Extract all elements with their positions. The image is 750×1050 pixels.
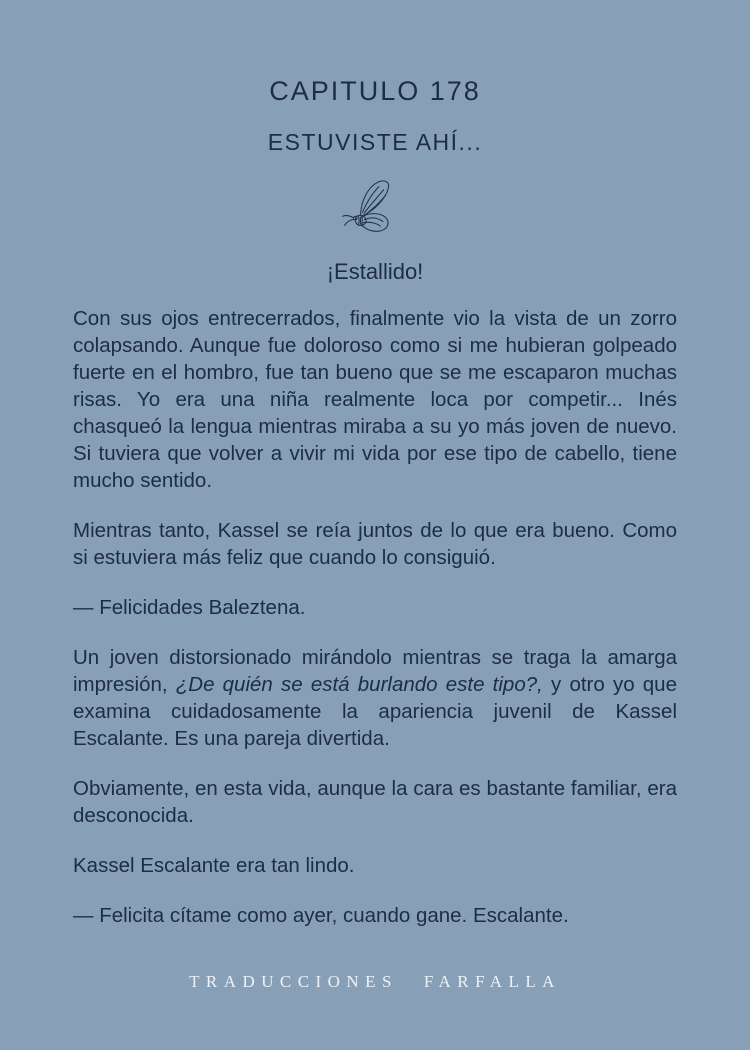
butterfly-icon [342,178,408,236]
sfx-exclamation: ¡Estallido! [326,259,424,284]
translator-credit: TRADUCCIONES FARFALLA [189,972,561,991]
chapter-header [0,0,750,156]
page-footer [0,972,750,992]
paragraph-run-italic: ¿De quién se está burlando este tipo?, [175,673,543,696]
paragraph: Obviamente, en esta vida, aunque la cara es bastante familiar, era desconocida. [73,777,677,827]
ornament-divider [0,178,750,241]
chapter-body [0,305,750,929]
paragraph: Con sus ojos entrecerrados, finalmente vio la vista de un zorro colapsando. Aunque fue doloroso como si me hubieran golpeado fuerte en el hombro, fue tan bueno que se me escaparon muchas risas. Yo era una niña realmente loca por competir... Inés chasqueó la lengua mientras miraba a su yo más joven de nuevo. Si tuviera que volver a vivir mi vida por ese tipo de cabello, tiene mucho sentido. [73,307,677,492]
dialogue-line: — Felicidades Baleztena. [73,596,306,619]
paragraph: Kassel Escalante era tan lindo. [73,854,355,877]
paragraph [73,644,677,752]
paragraph: Mientras tanto, Kassel se reía juntos de lo que era bueno. Como si estuviera más feliz que cuando lo consiguió. [73,519,677,569]
chapter-title: CAPITULO 178 [269,76,481,106]
dialogue-line: — Felicita cítame como ayer, cuando gane. Escalante. [73,904,569,927]
paragraph-run: Un joven distorsionado mirándolo mientras se traga la amarga impresión, [73,646,677,696]
paragraph-run: y otro yo que examina cuidadosamente la apariencia juvenil de Kassel Escalante. Es una pareja divertida. [73,673,677,750]
chapter-subtitle: ESTUVISTE AHÍ... [267,129,483,155]
